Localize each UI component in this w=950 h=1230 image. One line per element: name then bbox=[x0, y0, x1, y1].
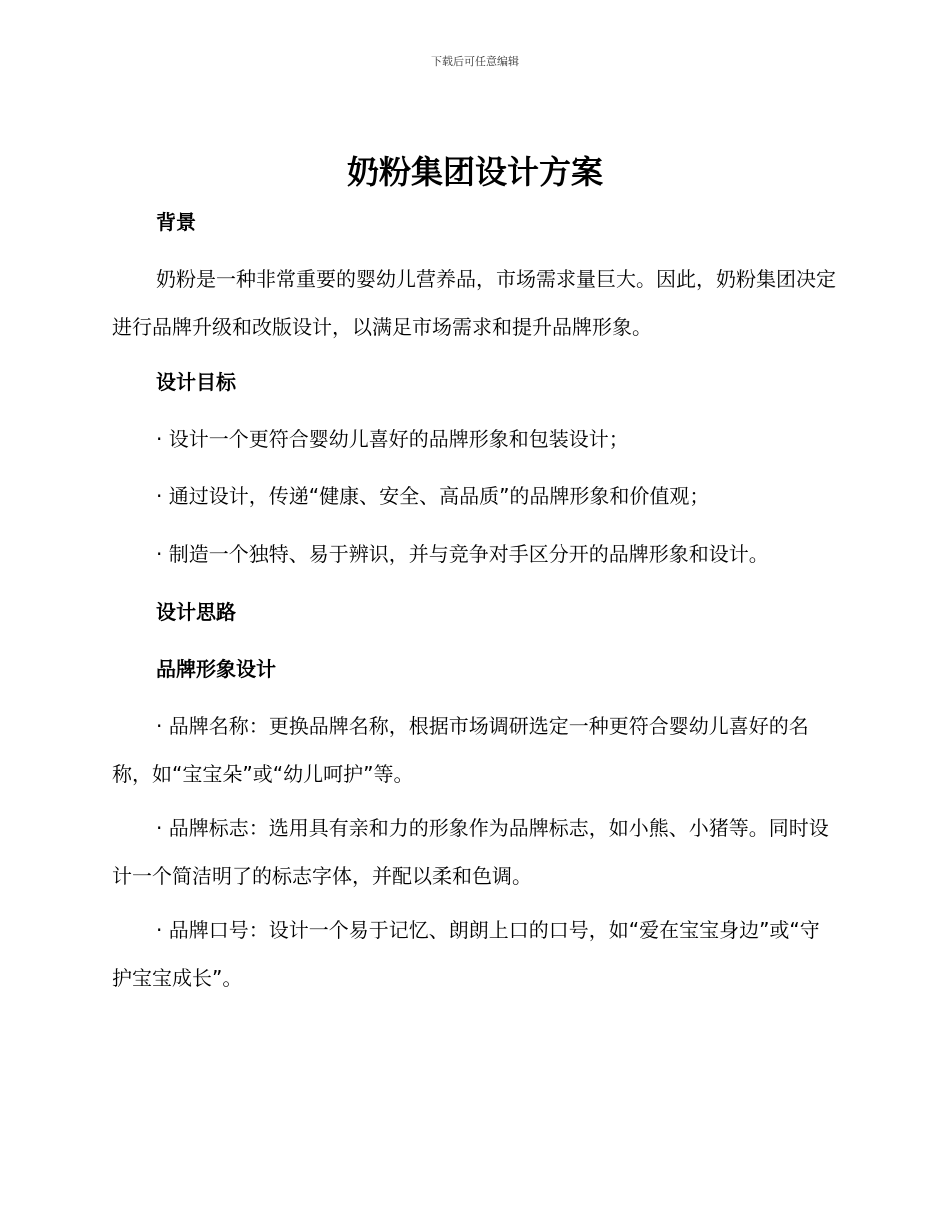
background-paragraph: 奶粉是一种非常重要的婴幼儿营养品，市场需求量巨大。因此，奶粉集团决定进行品牌升级和改版设计，以满足市场需求和提升品牌形象。 bbox=[112, 267, 836, 339]
section-heading-background: 背景 bbox=[156, 210, 196, 234]
brand-item-slogan: · 品牌口号：设计一个易于记忆、朗朗上口的口号，如“爱在宝宝身边”或“守护宝宝成长”。 bbox=[112, 918, 820, 990]
section-heading-brand-image: 品牌形象设计 bbox=[156, 657, 276, 681]
document-title: 奶粉集团设计方案 bbox=[346, 153, 603, 191]
goal-item-2: · 通过设计，传递“健康、安全、高品质”的品牌形象和价值观； bbox=[156, 484, 710, 508]
brand-item-name: · 品牌名称：更换品牌名称，根据市场调研选定一种更符合婴幼儿喜好的名称，如“宝宝朵”或“幼儿呵护”等。 bbox=[112, 714, 809, 786]
section-heading-approach: 设计思路 bbox=[156, 600, 236, 624]
section-heading-goals: 设计目标 bbox=[156, 370, 236, 394]
goal-item-3: · 制造一个独特、易于辨识，并与竞争对手区分开的品牌形象和设计。 bbox=[156, 542, 769, 566]
header-note: 下载后可任意编辑 bbox=[431, 55, 519, 68]
goal-item-1: · 设计一个更符合婴幼儿喜好的品牌形象和包装设计； bbox=[156, 427, 629, 451]
brand-item-logo: · 品牌标志：选用具有亲和力的形象作为品牌标志，如小熊、小猪等。同时设计一个简洁明了的标志字体，并配以柔和色调。 bbox=[112, 816, 829, 888]
